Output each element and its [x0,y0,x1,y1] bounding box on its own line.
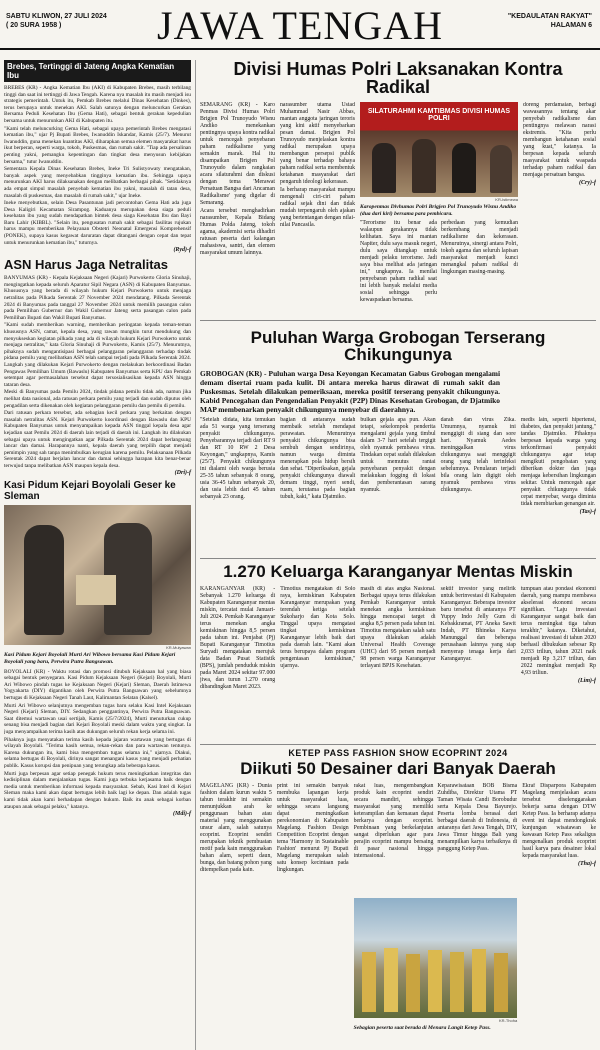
ketep-byline: (Tha)-f [578,861,596,867]
ketep-paragraph: rakat luas, mengembangkan produk kain ecoprint sendiri secara mandiri, sehingga masyarakat yang memiliki keterampilan dan kemauan dapat berkarya dengan ecoprint. Pembinaan yang berkelanjutan sangat diperlukan agar para perajin ecoprint mampu bersaing di pasar nasional hingga internasional. [353,783,434,859]
kasi-paragraph: Murti Ari Wibowo selanjutnya mengemban tugas baru selaku Kasi Intel Kejaksaan Negeri (Kejari) Sleman, DIY. Sedangkan penggantinya, Perwira Putra Bangsawan. Saat ditemui wartawan usai sertijab, Kamis (25/7/2024), Murti menuturkan cukup senang bisa menjadi bagian dari Kejari Boyolali meski dalam waktu yang singkat. Ia juga menyampaikan terima kasih atas dukungan seluruh rekan kerja selama ini. [4,702,191,735]
chikungunya-col [521,417,596,555]
humas-caption: Karopenmas Divhumas Polri Brigjen Pol Trunoyudo Wisnu Andiko (dua dari kiri) bersama para pembicara. [360,204,517,217]
karanganyar-headline: 1.270 Keluarga Karanganyar Mentas Miskin [223,562,573,581]
asn-paragraph: BANYUMAS (KR) - Kepala Kejaksaan Negeri (Kajari) Purwokerto Gloria Sinuhaji, mengingatkan kepada seluruh Aparatur Sipil Negara (ASN) di Kabupaten Banyumas. Khususnya yang berada di wilayah hukum Kejari Purwokerto untuk menjaga netralitas pada Pilkada Serentak 27 November 2024 mendatang. Pilkada Serentak 2024 di Banyumas pada tanggal 27 November 2024 untuk memilih pasangan calon pada Pemilihan Gubernur dan Wakil Gubernur Jateng serta pasangan calon pada Pemilihan Bupati dan Wakil Bupati Banyumas. [4,275,191,321]
newspaper-title: JAWA TENGAH [157,3,443,48]
ketep-upper-cols [354,783,518,895]
ketep-caption: Sebagian peserta saat berada di Menara Langit Ketep Pass. [353,1025,491,1031]
humas-photo-col [360,102,518,317]
humas-byline: (Cry)-f [579,180,596,186]
kasi-photo [4,505,191,645]
ketep-center-col [354,783,518,1050]
chikungunya-paragraph: medis lain, seperti hipertensi, diabetes, dan penyakit jantung," tandas Djatmiko. Pihaknya berpesan kepada warga yang terkonfirmasi penyakit chikungunya agar tetap mengikuti pengobatan yang diberikan dokter dan juga menjaga kebersihan lingkungan sekitar. Untuk mencegah agar penyakit chikungunya tidak cepat menyebar, warga diminta tidak membiarkan genangan air. [520,417,596,507]
asn-paragraph: Dari ratusan perkara tersebut, ada sebagian kecil perkara yang berkaitan dengan masalah netralitas ASN. Kejari Purwokerto koordinasi dengan Bawaslu dan KPU Kabupaten Banyumas untuk menyampaikan kepada ASN tinggal kepala desa agar kejadian saat Pemilu 2024 di daerah lain terjadi di daerah ini. Langkah itu dilakukan sebagai upaya untuk mengingatkan agar Pilkada Serentak 2024 dapat berlangsung lancar dan damai. Harapannya nanti, kepala daerah yang terpilih dapat menjadi pemimpin yang sah tanpa menimbulkan kerugian karena pemilu. Pelaksanaan Pilkada Serentak 2024 dapat berjalan lancar dan damai sehingga harapan kita benar-benar terwujud tanpa melibatkan ASN maupun kepala desa. [4,410,191,469]
ketep-col [522,783,596,1050]
page-number: HALAMAN 6 [550,22,592,29]
chikungunya-byline: (Tas)-f [579,509,596,515]
karanganyar-byline: (Lim)-f [578,678,596,684]
left-column [4,60,196,1050]
ketep-paragraph: print ini semakin banyak membuka lapangan kerja untuk masyarakat luas, sehingga secara langsung dapat meningkatkan perekonomian di Kabupaten Magelang. Fashion Design Competition Ecoprint dengan tema 'Harmony in Sustainable Fashion' menurut Pj Bupati Magelang merupakan salah satu konsep kecintaan pada lingkungan. [276,783,349,873]
ketep-article [200,783,596,1050]
karanganyar-paragraph: masih di atas angka Nasional. Berbagai upaya terus dilakukan Pemkab Karanganyar untuk menekan angka kemiskinan hingga mencapai target di angka 8,5 persen pada tahun ini. Timotius mengatakan salah satu upaya dilakukan adalah Universal Health Coverage (UHC) dari 95 persen menjadi 98 persen warga Karanganyar terlayani BPJS Kesehatan. [360,586,436,669]
divider [200,744,596,745]
kasi-paragraph: Murti juga berpesan agar setiap penegak hukum terus meningkatkan integritas dan kedisiplinan dalam menjalankan tugas. Kami juga terbuka kerjasama baik dengan media untuk memberikan informasi kepada masyarakat. Sebab, Kasi Intel di Kejari Sleman maka kami akan dapat bertugas lebih baik lagi ke depan. Dan adalah tugas kami tidak akan kami berhadapan dengan hukum. Baik itu anak sebagai korban ataupun anak sebagai pelaku," katanya. [4,770,191,810]
asn-paragraph: Meski di Banyumas pada Pemilu 2024, tindak pidana pemilu tidak ada, namun jika melihat data nasional, ada ratusan perkara pemilu yang terjadi dan sudah diputus oleh pengadilan serta dikenakan oleh kegiatan pelanggaran pemilu dan pemilu di pemilu. [4,389,191,409]
chikungunya-headline: Puluhan Warga Grobogan Terserang Chikungunya [250,328,546,364]
rubric-name: "KEDAULATAN RAKYAT" [507,13,592,20]
brebes-paragraph: Sementara Kepala Dinas Kesehatan Brebes, Ineke Tri Sulistyowaty mengatakan, banyak aspek yang menyebabkan tingginya kematian ibu. Sehingga upaya menurunkan AKI harus dilaksanakan dengan melibatkan berbagai pihak. "Setidaknya ada empat simpul masalah penyebab kematian ibu yakni, masalah di tatan desa, masalah di puskesmas, dan masalah di rumah sakit," ujar Ineke. [4,166,191,199]
ketep-headline: Diikuti 50 Desainer dari Banyak Daerah [240,759,556,778]
main-area [200,60,596,1050]
kasi-paragraph: BOYOLALI (KR) - Waktu rotasi dan promosi ditubuh Kejaksaan hal yang biasa sebagai bentuk penyegaran. Kasi Pidum Kejaksaan Negeri (Kejari) Boyolali, Murti Ari Wibowo pindah tugas ke Kejaksaan Negeri (Kejari) Sleman, Daerah Istimewa Yogyakarta (DIY) digantikan oleh Perwira Putra Bangsawan yang sebelumnya bertugas di Kejaksaan Negeri Tanah Laut, Kalimantan Selatan (Kalsel). [4,668,191,702]
humas-photo [360,102,518,197]
humas-article [200,102,596,317]
brebes-byline: (Ryd)-f [173,247,191,254]
kasi-caption: Kasi Pidum Kejari Boyolali Murti Ari Wibowo bersama Kasi Pidum Kejari Boyolali yang baru, Perwira Putra Bangsawan. [4,652,176,666]
asn-paragraph: "Kami sudah memberikan warning, memberikan peringatan kepada teman-teman khususnya ASN, camat, kepala desa, yang rawan mungkin turut mendukung dan menyukseskan kegiatan pilkada yang ada di wilayah hukum Kejari Purwokerto untuk menjaga netralitas," kata Gloria Sinuhaji di Purwokerto, Kamis (25/7). Menurutnya, pihaknya sudah mengantisipasi berbagai pelanggaran pelanggaran terhadap tindak pidana pemilu yang melibatkan ASN telah sampai terjadi pada Pilkada Serentak 2024. Langkah yang dilakukan Kejari Purwokerto dengan melakukan berkoordinasi Badan Pengawas Pemilihan Umum (Bawaslu) Kabupaten Banyumas serta KPU dan Pemkab setempat agar permasalahan tersebut dapat tersosialisasikan kepada ASN hingga tataran desa. [4,322,191,388]
ketep-paragraph: MAGELANG (KR) - Dunia fashion dalam kurun waktu 5 tahun terakhir ini semakin menunjukkan arah ke penggunaan bahan atau material yang menggunakan unsur alam, salah satunya ecoprint. Ecoprint sendiri merupakan teknik pembuatan motif pada kain menggunakan bahan alam, seperti daun, bunga, dan batang pohon yang ditempelkan pada kain. [200,783,272,873]
kasi-byline: (Mdi)-f [173,811,191,818]
brebes-paragraph: Ineke menyebutkan, selain Desa Pasantunan jadi percontohan Gema Hati ada juga Desa Kaligiri Kecamatan Sirampog. Kaduanya merupakan desa siaga peduli kesehatan ibu yang sudah mendapatkan bimtek desa siaga Kesehatan Ibu dan Bayi Baru Lahir (KIBBL). "Selain itu, pengusatan rumah sakit sebagai fasilitas rujukan harus mampu memberikan Pelayanan Obstetri Neonatal Emergensi Komprehensif (PONEK), supaya kasus kegawat daruratan dapat ditangani dengan cepat dan tepat untuk menurunkan kematian ibu," tuturnya. [4,200,191,246]
brebes-paragraph: BREBES (KR) - Angka Kematian Ibu (AKI) di Kabupaten Brebes, masih terbilang tinggi dan saat ini tertinggi di Jawa Tengah. Karena nya masalah itu masih menjadi isu strategis pemerintah. Untuk itu, Pemkab Brebes melalui Dinas Kesehatan (Dinkes), terus berupaya untuk menekan AKI. Salah satunya dengan meluncurkan Gerakan Bersama Peduli Kesehatan Ibu (Gema Hati), sebagai bentuk gerakan kepedulian bersama untuk menurunkan AKI di Kabupaten itu. [4,85,191,124]
humas-paragraph: SEMARANG (KR) - Karo Penmas Divisi Humas Polri Brigjen Pol Trunoyudo Wisnu Andiko menekankan pentingnya upaya kontra radikal untuk mencegah penyebaran paham radikalisme yang semakin marak. Hal itu disampaikan Brigjen Pol Trunoyudo dalam rangkaian acara silaturahmi dan diskusi dengan tema 'Merawat Persatuan Bangsa dari Ancaman Radikalisme' yang digelar di Semarang. [200,102,276,206]
humas-paragraph: doreng perdamaian, berbagi wawasannya tentang akar penyebab radikalisme dan pentingnya melawan narasi ekstremis. "Kita perlu membangun ketahanan sosial yang kuat," katanya. Ia berpesan kepada seluruh masyarakat untuk waspada terhadap paham radikal dan menjaga persatuan bangsa. [522,102,596,178]
chikungunya-paragraph: darah dan virus Zika. Umumnya, nyamuk ini menggigit di siang dan sore hari. Nyamuk Aedes meninggalkan virus chikungunya saat menggigit orang yang telah terinfeksi sebelumnya. Penularan terjadi bila orang lain digigit oleh nyamuk pembawa virus chikungunya. [440,417,516,493]
photo-credit: KR-Thoha [498,1018,518,1023]
chikungunya-lead: GROBOGAN (KR) - Puluhan warga Desa Keyongan Kecamatan Gabus Grobogan mengalami demam disertai ruam pada kulit. Di antara mereka harus dirawat di rumah sakit dan Puskesmas. Setelah dilakukan pemeriksaan, mereka positif terserang penyakit chikungunya. Kabid Pencegahan dan Pengendalian Penyakit (P2P) Dinas Kesehatan Grobogan, dr Djatmiko MAP membenarkan penyakit chikungunya menyebar di daerahnya. [200,369,500,414]
humas-paragraph: Acara tersebut menghadirkan narasumber, Kepala Bidang Humas Polda Jateng, tokoh agama, akademisi serta dihadiri ratusan peserta dari kalangan mahasiswa, santri, dan elemen masyarakat umum lainnya. [200,208,276,256]
issue-date: SABTU KLIWON, 27 JULI 2024 [6,13,107,20]
chikungunya-paragraph: bagian di antaranya sudah membaik setelah mendapat perawatan. Menurutnya penyakit chikungunya bisa sembuh dengan sendirinya, namun warga diminta menerapkan pola hidup bersih dan sehat. "Diperiksakan, gejala penyakit chikungunya diawali demam tinggi, nyeri sendi, ruam, terutama pada bagian tubuh, kaki," kata Djatmiko. [280,417,356,500]
ketep-paragraph: Ekraf Disparpora Kabupaten Magelang menjelaskan acara tersebut diselenggarakan bekerja sama dengan DTW Ketep Pass. Ia berharap adanya event ini dapat mendongkrak kunjungan wisatawan ke kawasan Ketep Pass sekaligus mengenalkan produk ecoprint hasil karya para desainer lokal kepada masyarakat luas. [522,783,596,859]
divider [200,558,596,559]
humas-paragraph: Ia berharap masyarakat mampu mengenali ciri-ciri paham radikal sejak dini dan tidak mudah terpengaruh oleh ajakan yang bertentangan dengan nilai-nilai Pancasila. [280,187,356,228]
humas-col [200,102,275,317]
karanganyar-col [521,586,596,741]
asn-headline: ASN Harus Jaga Netralitas [4,257,169,273]
karanganyar-paragraph: Timotius mengatakan di Solo raya, kemiskinan Kabupaten Karanganyar merupakan yang terendah ketiga setelah Sukoharjo dan Kota Solo. Tinggal upaya mengatasi tingkat kemiskinan Karanganyar lebih baik dari pada daerah lain. "Kami akan terus berupaya dalam program pengentasan kemiskinan," ujarnya. [280,586,356,669]
chikungunya-article [200,417,596,555]
photo-banner-text: SILATURAHMI KAMTIBMAS DIVISI HUMAS POLRI [367,108,511,122]
humas-lower-cols [360,220,518,305]
karanganyar-paragraph: tumpuan atau pondasi ekonomi daerah, yang mampu membawa akselerasi ekonomi secara signifikan. "Laju investasi Karanganyar sangat baik dan terus meningkat tiga tahun terakhir," katanya. Diketahui, realisasi investasi di tahun 2020 berhasil dibukukan sebesar Rp 2,033 triliun, tahun 2021 naik menjadi Rp 3,217 triliun, dan 2022 meningkat menjadi Rp 4,93 triliun. [520,586,596,676]
issue-javanese-date: ( 20 SURA 1958 ) [6,22,62,29]
humas-headline: Divisi Humas Polri Laksanakan Kontra Radikal [233,59,563,97]
humas-paragraph: "Terorisme itu benar ada walaupun gerakannya tidak kelihatan. Saya ini mantan Napiter, dulu saya masuk negeri, dulu saya ditangkap untuk menjadi pelaku terorisme. Jadi saya bisa melihat ada jaringan ini," ungkapnya. Ia menilai penyebaran paham radikal saat ini lebih banyak melalui media sosial sehingga perlu kewaspadaan bersama. [360,220,437,304]
masthead [0,0,600,50]
photo-credit: KR-Istimewa [495,197,518,202]
karanganyar-paragraph: sektif investor yang melirik untuk berinvestasi di Kabupaten Karanganyar. Beberapa investor baru tersebut di antaranya PT Yuppy Indo Jelly Gum di Kebakkramat, PT Aneka Sawit Indah, PT Bhineka Karya Manunggal dan beberapa perusahaan lainnya yang siap menyerap tenaga kerja dari Karanganyar. [440,586,516,662]
chikungunya-paragraph: bulkan gejala apa pun. Akan tetapi, sekelompok penderita mengalami gejala yang timbul dalam 3-7 hari setelah tergigit oleh nyamuk pembawa virus. Tindakan cepat sudah dilakukan untuk memutus rantai penyebaran penyakit dengan melakukan fogging di lokasi dan pemberantasan sarang nyamuk. [360,417,436,493]
asn-byline: (Dri)-f [174,470,191,477]
humas-paragraph: narasumber utama Ustad Muhammad Nasir Abbas, mantan anggota jaringan teroris yang kini aktif menyebarkan pesan damai. Brigjen Pol Trunoyudo menjelaskan kontra radikal merupakan upaya membangun persepsi publik yang benar terhadap bahaya paham radikal serta membentuk ketahanan masyarakat dari pengaruh ideologi kekerasan. [280,102,356,185]
humas-paragraph: perbedaan yang kemudian berkembang menjadi radikalisme dan kekerasan. Menurutnya, sinergi antara Polri, tokoh agama dan seluruh lapisan masyarakat menjadi kunci menangkal paham radikal di lingkungan masing-masing. [441,220,518,276]
humas-col [523,102,596,317]
karanganyar-paragraph: KARANGANYAR (KR) - Sebanyak 1.270 keluarga di Kabupaten Karanganyar mentas miskin, tercatat mulai Januari-Juli 2024. Pemkab Karanganyar terus menekan angka kemiskinan hingga 8,5 persen pada tahun ini. Penjabat (Pj) Bupati Karanganyar Timotius Suryadi mengatakan merujuk data Badan Pusat Statistik (BPS), jumlah penduduk miskin pada Maret 2024 sekitar 97.000 jiwa, dan turun 1.270 orang dibandingkan Maret 2023. [200,586,276,690]
brebes-paragraph: "Kami telah meluncurking Gema Hati, sebagai upaya pemerintah Brebes mengatasi kematian ibu," ujar Pj Bupati Brebes, Iwanuddin Iskandar, Kamis (25/7). Menurut Iwanuddin, guna menekan kuantitas AKI, diharapkan semua elemen masyarakat harus ikut berperan, seperti warga, tokoh, Puskesmas, dan rumah sakit. "Tiap ada persalinan penting yakni, pemangku kepentingan dan tingkat desa menyusun kebijakan bersama," tutur Iwanuddin. [4,125,191,165]
humas-col [280,102,355,317]
karanganyar-article [200,586,596,741]
photo-credit: KR-Mulyawan [166,645,191,651]
ketep-kicker: KETEP PASS FASHION SHOW ECOPRINT 2024 [288,748,508,758]
ketep-paragraph: Keparawisataan BOB Bisma Zuhdiba, Direktur Utama PT Taman Wisata Candi Borobudur serta Kepala Desa Bayurejo. Peserta lomba berasal dari berbagai daerah di Indonesia, di antaranya dari Jawa Tengah, DIY, Jawa Timur hingga Bali yang menampilkan karya terbaiknya di panggung Ketep Pass. [437,783,518,852]
kasi-paragraph: Pihaknya juga menyatakan terima kasih kepada jajaran wartawan yang bertugas di wilayah Boyolali. "Terima kasih semua, rekan-rekan dan para wartawan tentunya. Karena dukungan itu, kami bisa mengemban tugas selama ini," ujarnya. Diakui, selama bertugas di Boyolali, dirinya sangat menangani kasus yang menjadi perhatian publik. Kasus korupsi dan penipuan yang terungkap ada beberapa kasus. [4,736,191,769]
brebes-headline: Brebes, Tertinggi di Jateng Angka Kematian Ibu [4,60,191,82]
kasi-headline: Kasi Pidum Kejari Boyolali Geser ke Sleman [4,480,176,503]
ketep-photo [354,898,518,1018]
chikungunya-paragraph: "Setelah didata, kita temukan ada 51 warga yang terserang penyakit chikungunya. Penyebarannya terjadi dari RT 9 dan RT 10 RW 2 Desa Keyongan," ungkapnya, Kamis (25/7). Penyakit chikungunya ini dialami oleh warga berusia 25-35 tahun sebanyak 8 orang, usia 36-45 tahun sebanyak 20, dan usia lebih dari 45 tahun sebanyak 23 orang. [200,417,276,500]
divider [200,320,596,321]
rubric-block [508,12,592,30]
